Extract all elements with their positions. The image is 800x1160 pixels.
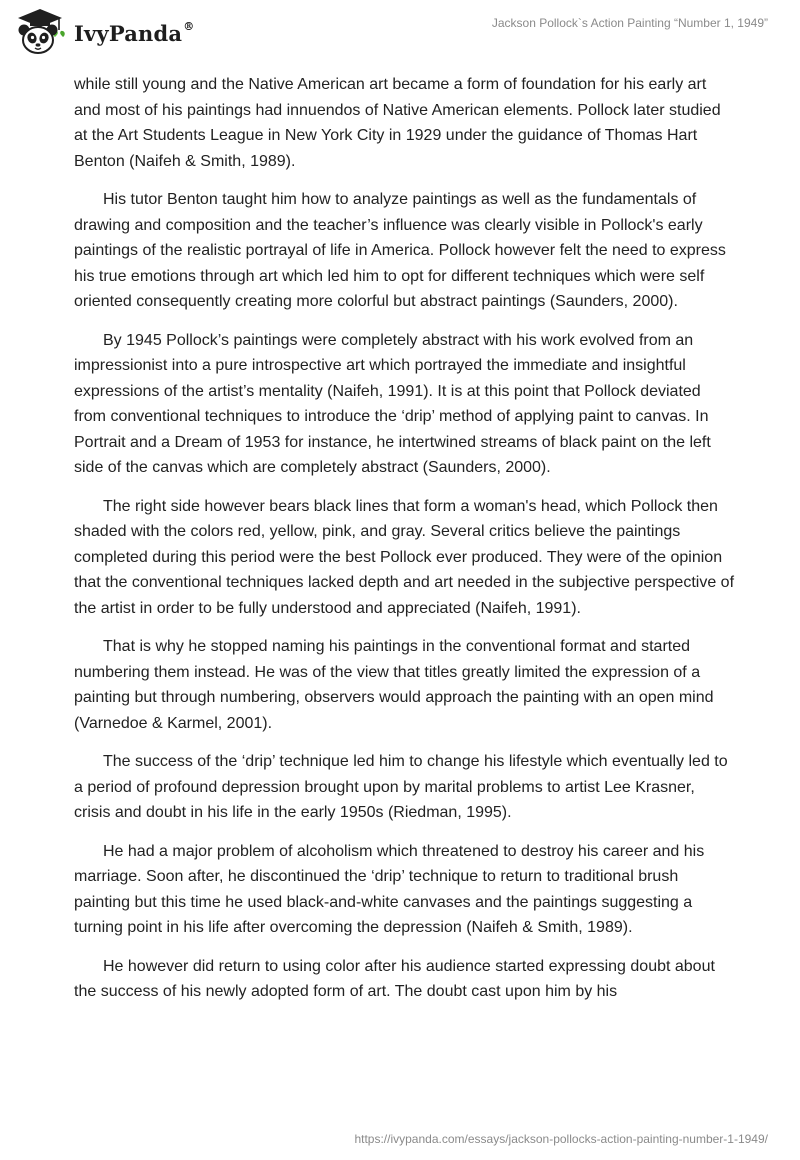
paragraph: The right side however bears black lines that form a woman's head, which Pollock then shaded with the colors red, yellow, pink, and gray. Several critics believe the paintings completed during this period were the best Pollock ever produced. They were of the opinion that the conventional techniques lacked depth and art needed in the subjective perspective of the artist in order to be fully understood and appreciated (Naifeh, 1991). [74, 497, 735, 617]
paragraph: The success of the ‘drip’ technique led him to change his lifestyle which eventually led to a period of profound depression brought upon by marital problems to artist Lee Krasner, crisis and doubt in his life in the early 1950s (Riedman, 1995). [74, 753, 728, 821]
ivypanda-logo[interactable] [14, 6, 194, 58]
source-url[interactable]: https://ivypanda.com/essays/jackson-pollocks-action-painting-number-1-1949/ [354, 1132, 768, 1146]
document-title: Jackson Pollock`s Action Painting “Number 1, 1949” [491, 16, 768, 30]
paragraph: By 1945 Pollock’s paintings were completely abstract with his work evolved from an impressionist into a pure introspective art which portrayed the immediate and insightful expressions of the artist’s mentality (Naifeh, 1991). It is at this point that Pollock deviated from conventional techniques to introduce the ‘drip’ method of applying paint to canvas. In Portrait and a Dream of 1953 for instance, he intertwined streams of black paint on the left side of the canvas which are completely abstract (Saunders, 2000). [74, 331, 711, 476]
paragraph: He however did return to using color after his audience started expressing doubt about the success of his newly adopted form of art. The doubt cast upon him by his [74, 957, 715, 1000]
paragraph: while still young and the Native American art became a form of foundation for his early art and most of his paintings had innuendos of Native American elements. Pollock later studied at the Art Students League in New York City in 1929 under the guidance of Thomas Hart Benton (Naifeh & Smith, 1989). [74, 76, 721, 170]
essay-body [74, 72, 734, 1018]
paragraph: His tutor Benton taught him how to analyze paintings as well as the fundamentals of drawing and composition and the teacher’s influence was clearly visible in Pollock's early paintings of the realistic portrayal of life in America. Pollock however felt the need to express his true emotions through art which led him to opt for different techniques which were self oriented consequently creating more colorful but abstract paintings (Saunders, 2000). [74, 191, 726, 310]
brand-name: IvyPanda® [74, 19, 195, 46]
page-header [0, 0, 800, 70]
panda-graduate-icon [14, 6, 66, 58]
paragraph: He had a major problem of alcoholism which threatened to destroy his career and his marriage. Soon after, he discontinued the ‘drip’ technique to return to traditional brush painting but this time he used black-and-white canvases and the paintings suggesting a turning point in his life after overcoming the depression (Naifeh & Smith, 1989). [74, 842, 705, 936]
paragraph: That is why he stopped naming his paintings in the conventional format and started numbering them instead. He was of the view that titles greatly limited the expression of a painting but through numbering, observers would approach the painting with an open mind (Varnedoe & Karmel, 2001). [74, 638, 714, 732]
